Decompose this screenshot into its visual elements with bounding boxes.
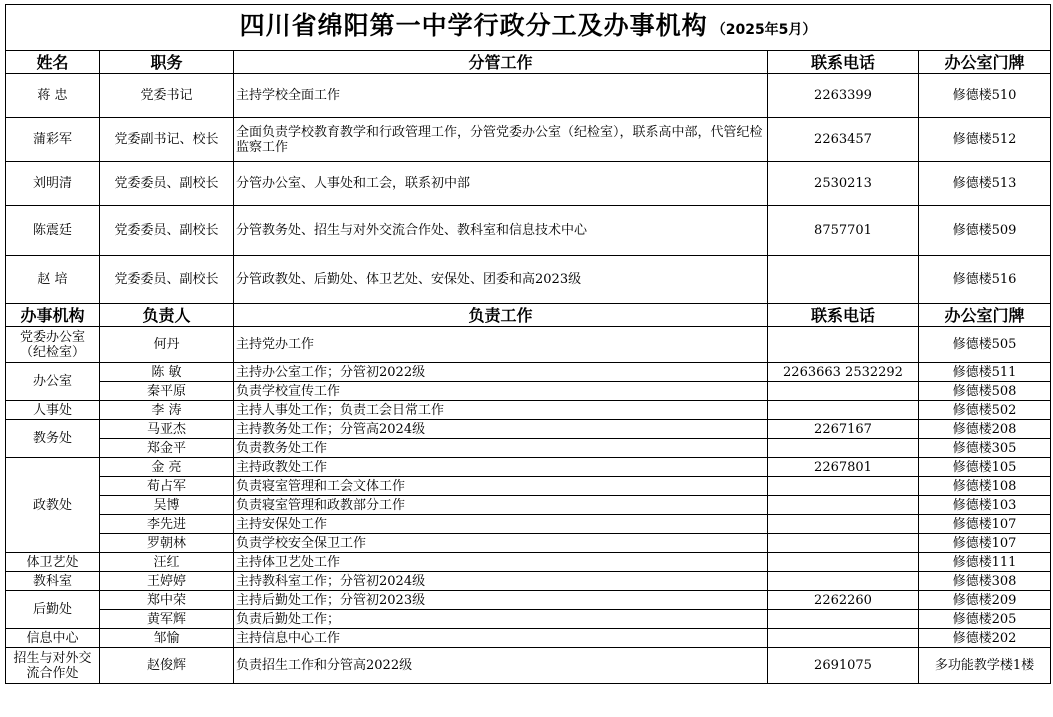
dept-phone: 2263663 2532292 [768,363,919,382]
leader-role: 党委副书记、校长 [100,118,234,162]
dept-office: 修德楼208 [919,420,1051,439]
dept-row [6,553,1051,572]
dept-name: 招生与对外交流合作处 [6,648,100,684]
leader-header-phone: 联系电话 [768,51,919,74]
admin-table [5,4,1051,684]
dept-work: 主持人事处工作；负责工会日常工作 [234,401,768,420]
dept-work: 主持体卫艺处工作 [234,553,768,572]
dept-phone [768,629,919,648]
leader-phone [768,256,919,304]
dept-person: 马亚杰 [100,420,234,439]
dept-work: 主持教务处工作；分管高2024级 [234,420,768,439]
dept-row [6,572,1051,591]
dept-work: 负责招生工作和分管高2022级 [234,648,768,684]
dept-work: 主持信息中心工作 [234,629,768,648]
dept-header-row [6,304,1051,327]
dept-office: 修德楼205 [919,610,1051,629]
leader-header-office: 办公室门牌 [919,51,1051,74]
dept-office: 修德楼202 [919,629,1051,648]
dept-work: 负责学校宣传工作 [234,382,768,401]
dept-person: 黄军辉 [100,610,234,629]
dept-name: 教科室 [6,572,100,591]
dept-office: 修德楼305 [919,439,1051,458]
dept-row [6,591,1051,610]
leader-role: 党委委员、副校长 [100,256,234,304]
dept-office: 修德楼209 [919,591,1051,610]
dept-work: 主持教科室工作；分管初2024级 [234,572,768,591]
dept-office: 修德楼508 [919,382,1051,401]
leader-phone: 2530213 [768,162,919,206]
dept-header-phone: 联系电话 [768,304,919,327]
dept-phone [768,534,919,553]
dept-row [6,401,1051,420]
leader-role: 党委书记 [100,74,234,118]
dept-office: 修德楼511 [919,363,1051,382]
leader-name: 赵 培 [6,256,100,304]
dept-person: 荀占军 [100,477,234,496]
leader-work: 主持学校全面工作 [234,74,768,118]
dept-row [6,610,1051,629]
leader-phone: 8757701 [768,206,919,256]
dept-phone [768,477,919,496]
leader-row [6,162,1051,206]
dept-work: 主持安保处工作 [234,515,768,534]
dept-phone [768,610,919,629]
leader-row [6,206,1051,256]
dept-person: 赵俊辉 [100,648,234,684]
dept-phone [768,572,919,591]
dept-header-work: 负责工作 [234,304,768,327]
leader-phone: 2263399 [768,74,919,118]
dept-row [6,496,1051,515]
dept-person: 邹愉 [100,629,234,648]
dept-row [6,629,1051,648]
dept-name: 信息中心 [6,629,100,648]
dept-header-dept: 办事机构 [6,304,100,327]
dept-phone: 2267167 [768,420,919,439]
dept-phone: 2262260 [768,591,919,610]
dept-row [6,363,1051,382]
sheet-title [6,5,1051,51]
leader-row [6,74,1051,118]
dept-person: 金 亮 [100,458,234,477]
dept-header-office: 办公室门牌 [919,304,1051,327]
dept-phone: 2267801 [768,458,919,477]
leader-office: 修德楼512 [919,118,1051,162]
dept-office: 修德楼103 [919,496,1051,515]
leader-phone: 2263457 [768,118,919,162]
leader-role: 党委委员、副校长 [100,162,234,206]
dept-office: 修德楼105 [919,458,1051,477]
dept-office: 修德楼107 [919,515,1051,534]
leader-office: 修德楼516 [919,256,1051,304]
leader-name: 刘明清 [6,162,100,206]
dept-office: 修德楼308 [919,572,1051,591]
leader-name: 蒋 忠 [6,74,100,118]
dept-office: 修德楼502 [919,401,1051,420]
dept-row [6,534,1051,553]
dept-row [6,382,1051,401]
dept-row [6,458,1051,477]
dept-phone [768,382,919,401]
leader-row [6,118,1051,162]
dept-row [6,515,1051,534]
leader-office: 修德楼513 [919,162,1051,206]
leader-header-row [6,51,1051,74]
dept-person: 何丹 [100,327,234,363]
dept-office: 修德楼111 [919,553,1051,572]
dept-name: 政教处 [6,458,100,553]
leader-work: 分管政教处、后勤处、体卫艺处、安保处、团委和高2023级 [234,256,768,304]
dept-phone [768,553,919,572]
admin-division-sheet [5,4,1052,684]
leader-office: 修德楼509 [919,206,1051,256]
dept-person: 陈 敏 [100,363,234,382]
dept-work: 负责学校安全保卫工作 [234,534,768,553]
leader-work: 全面负责学校教育教学和行政管理工作，分管党委办公室（纪检室），联系高中部，代管纪检监察工作 [234,118,768,162]
dept-row [6,477,1051,496]
dept-work: 负责寝室管理和政教部分工作 [234,496,768,515]
dept-person: 汪红 [100,553,234,572]
dept-phone [768,515,919,534]
dept-name: 教务处 [6,420,100,458]
dept-row [6,439,1051,458]
dept-work: 主持后勤处工作；分管初2023级 [234,591,768,610]
dept-row [6,648,1051,684]
dept-person: 李先进 [100,515,234,534]
dept-person: 秦平原 [100,382,234,401]
leader-work: 分管教务处、招生与对外交流合作处、教科室和信息技术中心 [234,206,768,256]
dept-work: 主持办公室工作；分管初2022级 [234,363,768,382]
title-date: （2025年5月） [711,21,817,38]
dept-name: 人事处 [6,401,100,420]
leader-header-work: 分管工作 [234,51,768,74]
leader-row [6,256,1051,304]
leader-office: 修德楼510 [919,74,1051,118]
dept-name: 党委办公室（纪检室） [6,327,100,363]
dept-header-person: 负责人 [100,304,234,327]
dept-phone [768,439,919,458]
dept-phone [768,496,919,515]
title-main: 四川省绵阳第一中学行政分工及办事机构 [239,10,708,40]
dept-work: 负责后勤处工作； [234,610,768,629]
dept-phone [768,327,919,363]
dept-work: 负责教务处工作 [234,439,768,458]
dept-row [6,327,1051,363]
leader-name: 蒲彩军 [6,118,100,162]
dept-row [6,420,1051,439]
dept-office: 修德楼505 [919,327,1051,363]
dept-office: 多功能教学楼1楼 [919,648,1051,684]
leader-header-name: 姓名 [6,51,100,74]
dept-person: 郑金平 [100,439,234,458]
dept-office: 修德楼108 [919,477,1051,496]
leader-header-role: 职务 [100,51,234,74]
dept-name: 体卫艺处 [6,553,100,572]
dept-name: 办公室 [6,363,100,401]
dept-person: 李 涛 [100,401,234,420]
leader-name: 陈震廷 [6,206,100,256]
dept-work: 负责寝室管理和工会文体工作 [234,477,768,496]
dept-work: 主持政教处工作 [234,458,768,477]
dept-work: 主持党办工作 [234,327,768,363]
dept-phone: 2691075 [768,648,919,684]
dept-person: 郑中荣 [100,591,234,610]
dept-person: 王婷婷 [100,572,234,591]
dept-office: 修德楼107 [919,534,1051,553]
dept-person: 吴博 [100,496,234,515]
dept-phone [768,401,919,420]
leader-work: 分管办公室、人事处和工会，联系初中部 [234,162,768,206]
dept-name: 后勤处 [6,591,100,629]
dept-person: 罗朝林 [100,534,234,553]
leader-role: 党委委员、副校长 [100,206,234,256]
